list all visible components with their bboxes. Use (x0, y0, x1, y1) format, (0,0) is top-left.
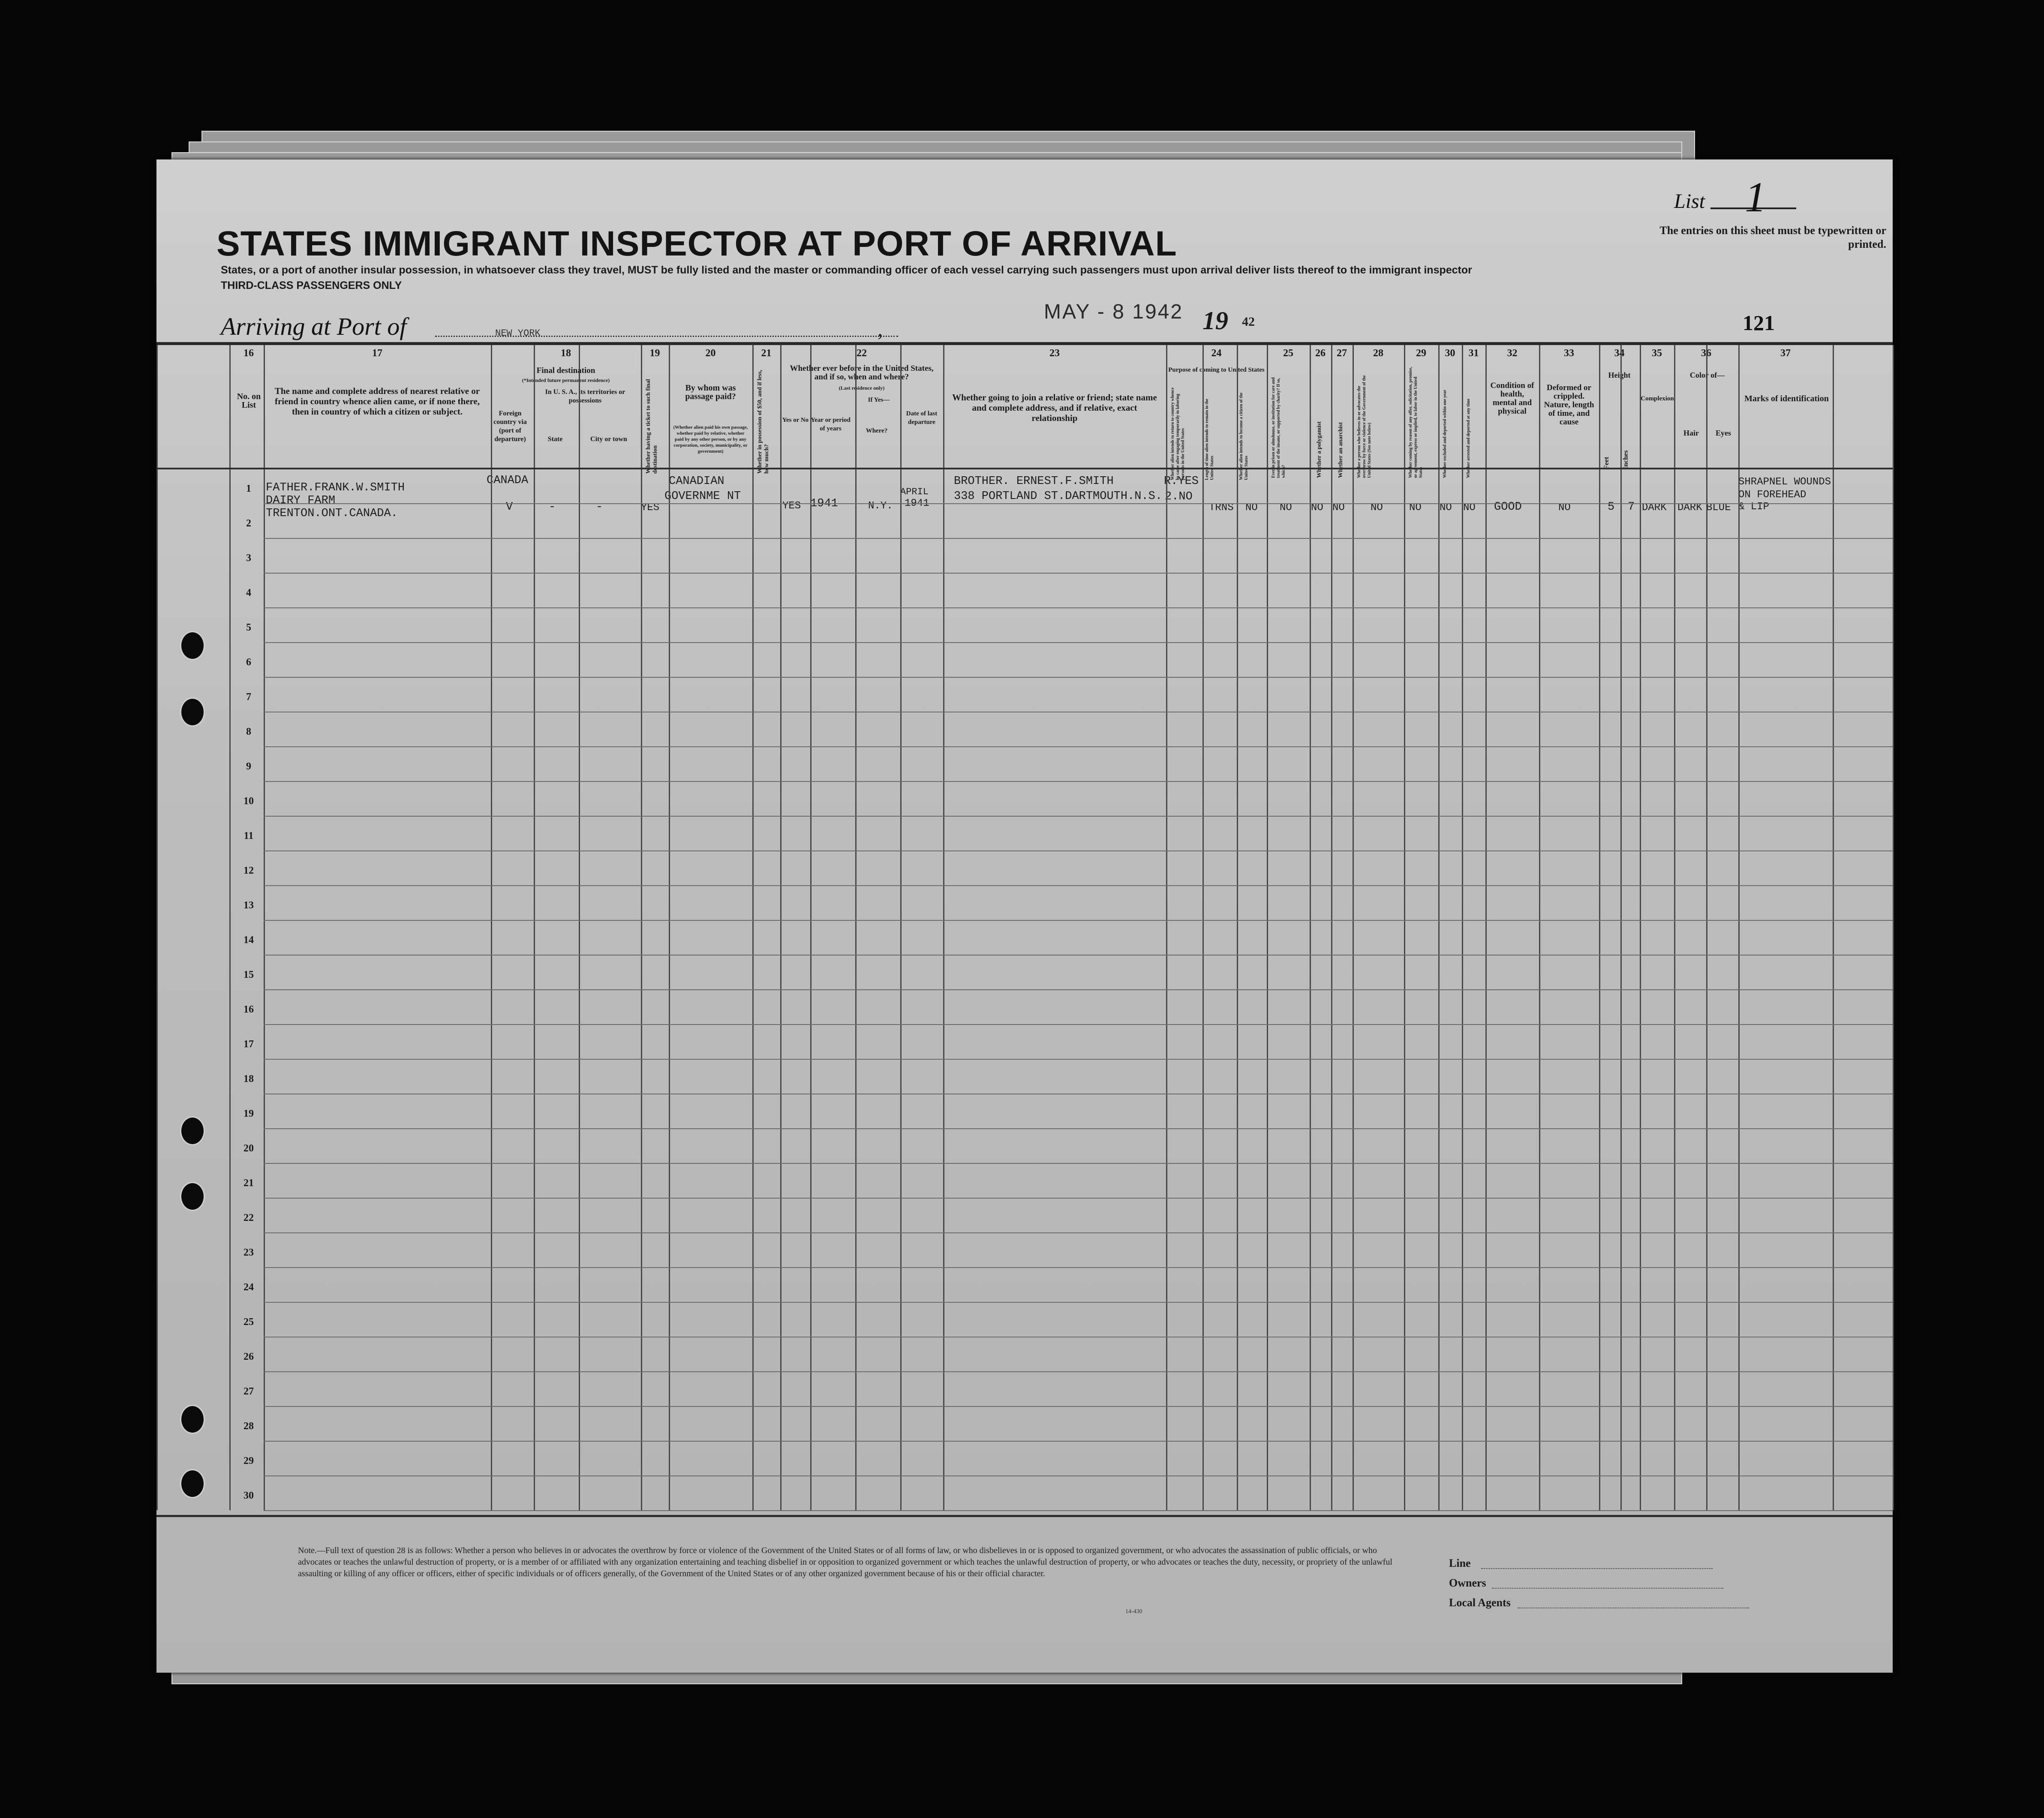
page-number: 121 (1743, 311, 1775, 335)
row-number: 18 (243, 1073, 254, 1085)
row-rule (264, 781, 1893, 782)
column-rule (810, 345, 812, 1510)
relative-line-1: FATHER.FRANK.W.SMITH (266, 481, 405, 494)
ticket-value: YES (641, 502, 660, 514)
col-number-34: 34 (1614, 348, 1625, 359)
row-number: 30 (243, 1490, 254, 1501)
col-number-22: 22 (857, 348, 867, 359)
row-number: 10 (243, 796, 254, 807)
row-number: 3 (246, 553, 251, 564)
row-number: 24 (243, 1282, 254, 1293)
column-rule (1331, 345, 1332, 1510)
manifest-table (156, 345, 1893, 1513)
owners-label: Owners (1449, 1577, 1486, 1589)
row-rule (264, 816, 1893, 817)
column-rule (1833, 345, 1834, 1510)
foreign-country-value: CANADA (487, 474, 529, 487)
header-final-destination: Final destination (536, 366, 595, 375)
row-number: 17 (243, 1039, 254, 1050)
row-number: 15 (243, 969, 254, 980)
before-in-us-value: YES (782, 500, 801, 512)
arriving-port-comma: , (878, 317, 883, 341)
row-rule (264, 1024, 1893, 1025)
row-rule (264, 850, 1893, 851)
column-rule (1620, 345, 1622, 1510)
owners-field (1492, 1588, 1723, 1589)
row-number: 20 (243, 1143, 254, 1154)
col-number-18: 18 (561, 348, 571, 359)
column-rule (752, 345, 754, 1510)
header-deformed: Deformed or crippled. Nature, length of time, and cause (1544, 383, 1594, 427)
row-rule (264, 642, 1893, 643)
row-rule (264, 1371, 1893, 1372)
col-number-31: 31 (1468, 348, 1479, 359)
binder-hole (180, 1116, 205, 1145)
contract-labor-value: NO (1409, 502, 1422, 514)
col-number-16: 16 (243, 348, 254, 359)
row-number: 29 (243, 1455, 254, 1466)
header-color-of: Color of— (1689, 371, 1725, 379)
row-rule (264, 538, 1893, 539)
row-number: 5 (246, 622, 251, 633)
marks-line-3: & LIP (1738, 501, 1770, 513)
header-join-relative: Whether going to join a relative or friend; state name and complete address, and if relative, exact relationship (952, 392, 1157, 423)
header-contract-labor: Whether coming by reason of any offer, solicitation, promise, or agreement, express or implied, to labor in the United States (1408, 367, 1423, 478)
header-foreign-country: Foreign country via (port of departure) (493, 410, 527, 443)
column-rule (1237, 345, 1238, 1510)
row-rule (264, 1406, 1893, 1407)
relative-line-3: TRENTON.ONT.CANADA. (266, 507, 398, 520)
column-rule (1310, 345, 1311, 1510)
column-rule (579, 345, 580, 1510)
health-value: GOOD (1494, 501, 1522, 514)
column-rule (1353, 345, 1354, 1510)
col-number-19: 19 (649, 348, 660, 359)
header-marks: Marks of identification (1744, 394, 1829, 403)
header-passage-note: (Whether alien paid his own passage, whether paid by relative, whether paid by any other person, or by any corporation, society, municipality, or government) (673, 425, 748, 454)
binder-hole (180, 1469, 205, 1498)
col-number-21: 21 (761, 348, 772, 359)
column-rule (1674, 345, 1675, 1510)
row-number: 26 (243, 1351, 254, 1362)
header-eyes: Eyes (1716, 429, 1731, 437)
local-agents-label: Local Agents (1449, 1596, 1511, 1609)
col-number-30: 30 (1445, 348, 1455, 359)
anarchist-value: NO (1332, 502, 1345, 514)
column-rule (1893, 345, 1894, 1510)
column-rule (1267, 345, 1268, 1510)
table-bottom-rule (156, 1515, 1893, 1517)
binder-hole (180, 1182, 205, 1211)
form-instructions: States, or a port of another insular possession, in whatsoever class they travel, MUST be fully listed and the master or commanding officer of each vessel carrying such passengers must upon arrival deliver lists thereof to the immigrant inspector (221, 264, 1472, 276)
passage-line-1: CANADIAN (669, 475, 724, 488)
column-rule (156, 345, 158, 1510)
header-bottom-rule (156, 468, 1893, 469)
header-purpose-citizen: Whether alien intends to become a citizen of the United States (1239, 392, 1249, 480)
marks-line-2: ON FOREHEAD (1738, 489, 1807, 501)
manifest-page (156, 159, 1893, 1673)
hair-value: DARK (1677, 502, 1702, 514)
column-rule (641, 345, 642, 1510)
row-number: 12 (243, 865, 254, 876)
header-last-residence: (Last residence only) (839, 385, 885, 391)
line-field (1481, 1568, 1713, 1569)
row-rule (264, 607, 1893, 608)
prison-value: NO (1280, 502, 1292, 514)
row-number: 22 (243, 1212, 254, 1223)
city-value: - (596, 501, 603, 514)
column-rule (1599, 345, 1600, 1510)
column-rule (1438, 345, 1440, 1510)
row-rule (264, 1475, 1893, 1476)
column-rule (669, 345, 670, 1510)
departure-month: APRIL (900, 487, 929, 497)
arrival-date-stamp: MAY - 8 1942 (1044, 300, 1184, 323)
row-rule (264, 1441, 1893, 1442)
header-passage-paid: By whom was passage paid? (685, 383, 736, 401)
header-city: City or town (590, 436, 627, 443)
column-rule (491, 345, 492, 1510)
column-rule (534, 345, 535, 1510)
header-inches: Inches (1622, 450, 1629, 469)
header-ever-in-us: Whether ever before in the United States, and if so, when and where? (790, 364, 934, 382)
row-number: 27 (243, 1386, 254, 1397)
row-number: 23 (243, 1247, 254, 1258)
purpose-line-2: 2.NO (1165, 490, 1193, 503)
header-prison: Ever in prison or almshouse, or institution for care and treatment of the insane, or supported by charity? If so, which? (1271, 377, 1286, 478)
row-number: 16 (243, 1004, 254, 1015)
col-number-36: 36 (1701, 348, 1711, 359)
header-in-usa: In U. S. A., its territories or possessions (545, 388, 625, 404)
row-number: 7 (246, 691, 251, 703)
row-rule (264, 1302, 1893, 1303)
entries-note: The entries on this sheet must be typewritten or printed. (1659, 224, 1886, 250)
col-number-27: 27 (1337, 348, 1347, 359)
complexion-value: DARK (1642, 502, 1667, 514)
citizen-value: NO (1245, 502, 1258, 514)
col-number-23: 23 (1049, 348, 1060, 359)
row-rule (264, 1128, 1893, 1129)
arriving-port-value: NEW YORK (495, 328, 541, 339)
row-rule (264, 677, 1893, 678)
row-rule (264, 955, 1893, 956)
col-number-28: 28 (1373, 348, 1383, 359)
relative-line-2: DAIRY FARM (266, 494, 336, 507)
row-number: 2 (246, 518, 251, 529)
header-date-departure: Date of last departure (906, 410, 938, 426)
marks-line-1: SHRAPNEL WOUNDS (1738, 476, 1831, 488)
header-ticket: Whether having a ticket to such final destination (645, 379, 658, 474)
header-excluded: Whether excluded and deported within one year (1443, 390, 1447, 478)
form-code: 14-430 (1125, 1608, 1142, 1615)
row-number: 9 (246, 761, 251, 772)
header-purpose-return: Whether alien intends to return to country whence he came after engaging temporarily in laboring pursuits in the United States (1170, 387, 1185, 480)
header-yes-no: Yes or No (782, 417, 809, 424)
eyes-value: BLUE (1706, 502, 1731, 514)
row-number: 8 (246, 726, 251, 737)
binder-hole (180, 1405, 205, 1434)
join-line-1: BROTHER. ERNEST.F.SMITH (954, 475, 1114, 488)
column-rule (1706, 345, 1707, 1510)
binder-hole (180, 631, 205, 660)
column-rule (1166, 345, 1167, 1510)
binder-hole (180, 697, 205, 727)
column-rule (1462, 345, 1463, 1510)
header-complexion: Complexion (1641, 395, 1674, 402)
arriving-port-label: Arriving at Port of (221, 313, 407, 340)
col-number-20: 20 (705, 348, 716, 359)
row-rule (264, 503, 1893, 504)
col-number-33: 33 (1564, 348, 1574, 359)
header-height: Height (1608, 371, 1631, 379)
row-number: 6 (246, 657, 251, 668)
column-rule (855, 345, 857, 1510)
row-rule (264, 1232, 1893, 1233)
row-rule (264, 885, 1893, 886)
header-purpose-length: Length of time alien intends to remain in the United States (1205, 399, 1214, 480)
header-purpose: Purpose of coming to United States (1168, 367, 1265, 373)
header-state: State (547, 436, 563, 443)
year-value: 1941 (810, 497, 838, 510)
col-number-25: 25 (1283, 348, 1293, 359)
column-rule (1539, 345, 1540, 1510)
foreign-via-value: V (506, 501, 513, 514)
column-rule (1640, 345, 1641, 1510)
column-rule (780, 345, 782, 1510)
col-number-29: 29 (1416, 348, 1426, 359)
inches-value: 7 (1628, 501, 1635, 514)
column-rule (1738, 345, 1740, 1510)
header-final-destination-note: (*Intended future permanent residence) (522, 377, 610, 383)
excluded-value: NO (1440, 502, 1452, 514)
col-number-17: 17 (372, 348, 382, 359)
row-number: 11 (243, 830, 254, 841)
year-suffix: 42 (1242, 315, 1255, 329)
join-line-2: 338 PORTLAND ST.DARTMOUTH.N.S. (954, 490, 1163, 503)
feet-value: 5 (1608, 501, 1615, 514)
row-number: 21 (243, 1178, 254, 1189)
header-relative-address: The name and complete address of nearest relative or friend in country whence alien came, or if none there, then in country of which a citizen or subject. (274, 386, 480, 417)
row-rule (264, 1163, 1893, 1164)
row-number: 19 (243, 1108, 254, 1119)
departure-year: 1941 (905, 498, 929, 509)
row-number: 28 (243, 1421, 254, 1432)
column-rule (1404, 345, 1405, 1510)
where-value: N.Y. (868, 500, 893, 512)
header-deported: Whether arrested and deported at any time (1466, 398, 1471, 478)
footnote-question-28: Note.—Full text of question 28 is as follows: Whether a person who believes in or advocates the overthrow by force or violence of the Government of the United States or of all forms of law, or who disbelieves in or is opposed to organized government, or who advocates the assassination of public officials, or who advocates or teaches the unlawful destruction of property, or is a member of or affiliated with any organization entertaining and teaching disbelief in or opposition to organized government or which teaches the unlawful destruction of property, or who advocates or teaches the duty, necessity, or propriety of the unlawful assaulting or killing of any officer or officers, either of specific individuals or of officers generally, of the Government of the United States or of any other organized government because of his or their official character. (298, 1546, 1392, 1578)
col-number-37: 37 (1780, 348, 1791, 359)
purpose-line-1: R.YES (1164, 475, 1199, 488)
row-number: 1 (246, 483, 251, 494)
column-rule (900, 345, 902, 1510)
overthrow-value: NO (1371, 502, 1383, 514)
header-divider (156, 342, 1893, 345)
length-of-stay-value: TRNS (1209, 502, 1234, 514)
header-where: Where? (866, 427, 888, 434)
list-number: 1 (1745, 173, 1766, 221)
row-rule (264, 1198, 1893, 1199)
header-if-yes: If Yes— (868, 397, 890, 403)
row-rule (264, 746, 1893, 747)
header-overthrow: Whether a person who believes in or advocates the overthrow by force or violence of the Government of the United States (See note below) (1357, 375, 1372, 478)
row-number: 14 (243, 935, 254, 946)
column-rule (1202, 345, 1204, 1510)
year-prefix: 19 (1202, 307, 1228, 335)
passenger-class: THIRD-CLASS PASSENGERS ONLY (221, 279, 402, 291)
row-rule (264, 1510, 1893, 1511)
row-rule (264, 1059, 1893, 1060)
row-number: 13 (243, 900, 254, 911)
header-health: Condition of health, mental and physical (1490, 381, 1534, 416)
column-rule (943, 345, 944, 1510)
header-feet: Feet (1603, 457, 1610, 469)
header-hair: Hair (1683, 429, 1699, 437)
col-number-32: 32 (1507, 348, 1518, 359)
row-rule (264, 1267, 1893, 1268)
state-value: - (549, 501, 556, 514)
col-number-24: 24 (1211, 348, 1222, 359)
header-year: Year or period of years (811, 417, 851, 432)
column-rule (1485, 345, 1487, 1510)
row-number: 4 (246, 587, 251, 598)
polygamist-value: NO (1311, 502, 1323, 514)
header-polygamist: Whether a polygamist (1316, 421, 1323, 478)
line-label: Line (1449, 1557, 1471, 1569)
deformed-value: NO (1558, 502, 1571, 514)
deported-value: NO (1463, 502, 1476, 514)
row-rule (264, 989, 1893, 990)
header-fifty-dollars: Whether in possession of $50, and if less, how much? (757, 370, 770, 474)
col-number-26: 26 (1315, 348, 1326, 359)
row-rule (264, 573, 1893, 574)
passage-line-2: GOVERNME NT (664, 490, 741, 503)
header-no-on-list: No. on List (237, 392, 261, 410)
col-number-35: 35 (1652, 348, 1662, 359)
header-anarchist: Whether an anarchist (1338, 422, 1344, 478)
list-label: List (1674, 190, 1705, 213)
page-title: STATES IMMIGRANT INSPECTOR AT PORT OF ARRIVAL (216, 224, 1177, 263)
row-rule (264, 920, 1893, 921)
row-number: 25 (243, 1316, 254, 1328)
